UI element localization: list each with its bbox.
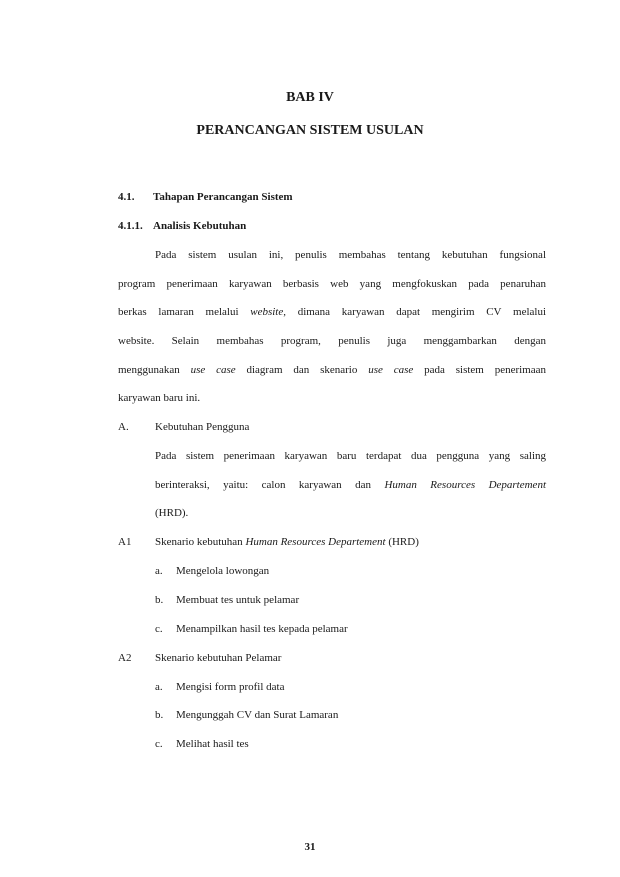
list-heading: Skenario kebutuhan Pelamar bbox=[155, 652, 282, 664]
paragraph-line: Pada sistem usulan ini, penulis membahas tentang kebutuhan fungsional bbox=[155, 249, 546, 261]
subsection-heading: Analisis Kebutuhan bbox=[153, 220, 247, 232]
section-heading: Tahapan Perancangan Sistem bbox=[153, 191, 293, 203]
chapter-heading: BAB IV bbox=[286, 90, 334, 105]
list-label: A2 bbox=[118, 652, 132, 664]
list-item-label: c. bbox=[155, 623, 163, 635]
list-label: A. bbox=[118, 421, 129, 433]
paragraph-line: berkas lamaran melalui website, dimana karyawan dapat mengirim CV melalui bbox=[118, 306, 546, 318]
section-number: 4.1. bbox=[118, 191, 135, 203]
list-item: Mengelola lowongan bbox=[176, 565, 270, 577]
paragraph-line: menggunakan use case diagram dan skenario use case pada sistem penerimaan bbox=[118, 364, 547, 376]
list-item-label: a. bbox=[155, 565, 163, 577]
subsection-number: 4.1.1. bbox=[118, 220, 143, 232]
page-number: 31 bbox=[304, 841, 316, 853]
list-heading: Kebutuhan Pengguna bbox=[155, 421, 250, 433]
list-label: A1 bbox=[118, 536, 132, 548]
list-item: Membuat tes untuk pelamar bbox=[176, 594, 300, 606]
list-item: Menampilkan hasil tes kepada pelamar bbox=[176, 623, 348, 635]
paragraph-line: karyawan baru ini. bbox=[118, 392, 201, 404]
paragraph-line: Pada sistem penerimaan karyawan baru terdapat dua pengguna yang saling bbox=[155, 450, 546, 462]
chapter-title: PERANCANGAN SISTEM USULAN bbox=[196, 123, 424, 138]
list-item-label: c. bbox=[155, 738, 163, 750]
list-item: Mengunggah CV dan Surat Lamaran bbox=[176, 709, 339, 721]
list-item-label: a. bbox=[155, 681, 163, 693]
paragraph-line: (HRD). bbox=[155, 507, 189, 519]
list-item: Mengisi form profil data bbox=[176, 681, 285, 693]
paragraph-line: website. Selain membahas program, penulis juga menggambarkan dengan bbox=[118, 335, 546, 347]
list-heading: Skenario kebutuhan Human Resources Departement (HRD) bbox=[155, 536, 419, 548]
list-item-label: b. bbox=[155, 594, 164, 606]
list-item: Melihat hasil tes bbox=[176, 738, 249, 750]
paragraph-line: program penerimaan karyawan berbasis web yang mengfokuskan pada penaruhan bbox=[118, 278, 546, 290]
list-item-label: b. bbox=[155, 709, 164, 721]
paragraph-line: berinteraksi, yaitu: calon karyawan dan Human Resources Departement bbox=[155, 479, 546, 491]
